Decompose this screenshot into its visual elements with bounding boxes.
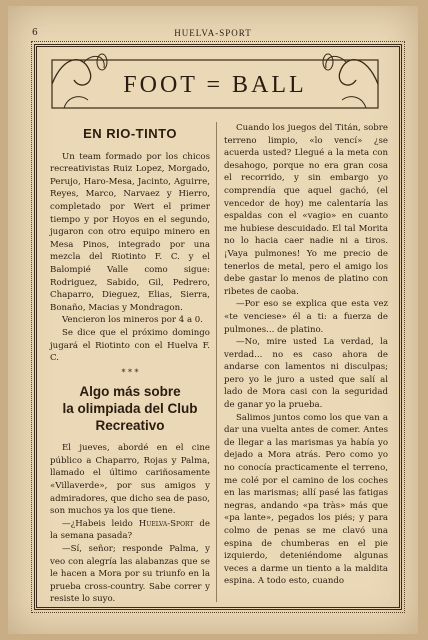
paragraph: —Sí, señor; responde Palma, y veo con alegría las alabanzas que se le hacen a Mora por su triunfo en la prueba cross-country. Sabe correr y resiste lo suyo.: [50, 544, 210, 605]
text-run: de la semana pasada?: [50, 518, 210, 542]
right-column: [224, 122, 388, 588]
section-banner: [44, 50, 386, 116]
heading-line: la olimpiada del Club Recreativo: [62, 401, 198, 434]
paragraph: Salimos juntos como los que van a dar una vuelta antes de comer. Antes de llegar a las marismas ya había yo dejado a Mora atrás. Pero como yo no conocía practicamente el terreno, me colé por el camino de los coches en las marismas; allí pasé las fatigas negras, andando «pa tràs» más que «pa lante», pegados los piés; y para colmo de penas se me clavó una espina de chumberas en el pie izquierdo, deteniéndome algunas veces a darme un tiento a la maldita espina. A todo esto, cuando: [224, 412, 388, 587]
paragraph: —No, mire usted La verdad, la verdad... no es caso ahora de andarse con lamentos ni disculpas; pero yo le juro a usted que salí al lado de Mora casi con la seguridad de ganar yo la prueba.: [224, 337, 388, 411]
column-divider: [216, 122, 217, 602]
section-separator: * * *: [121, 367, 139, 377]
paragraph: Vencieron los mineros por 4 a 0.: [62, 315, 204, 326]
paragraph: [50, 518, 210, 543]
magazine-name-inline: Huelva-Sport: [138, 518, 194, 529]
left-column: [50, 124, 210, 606]
text-run: —¿Habeis leido: [62, 518, 139, 529]
paragraph: Cuando los juegos del Titán, sobre terreno limpio, «lo vencí» ¿se acuerda usted? Llegué a la meta con desahogo, porque no era gran cosa el recorrido, y sin embargo yo comprendía que aquel gachó, (el vencedor de hoy) me calentaría las espaldas con el «vagio» en cuanto me hubiese descuidado. El tal Morita no lo hacia caer nadie ni a tiros. ¡Vaya pulmones! Yo me precio de tenerlos de metal, pero el amigo los debe gastar lo menos de platino con ribetes de caoba.: [224, 123, 388, 297]
paragraph: Un team formado por los chicos recreativistas Ruiz Lopez, Morgado, Perujo, Haro-Mesa, Jacinto, Aguirre, Reyes, Marco, Narvaez y Hierro, completado por Wert el primer tiempo y por Hoyos en el segundo, jugaron con otro equipo minero en Mesa Pinos, integrado por una mezcla del Riotinto F. C. y el Balompié Valle como sigue: Rodriguez, Sabido, Gil, Pedrero, Chaparro, Dieguez, Elias, Sierra, Bonaño, Macias y Mondragon.: [50, 151, 210, 313]
paragraph: El jueves, abordé en el cine público a Chaparro, Rojas y Palma, llamado el último cariñosamente «Villaverde», por sus amigos y admiradores, que dicho sea de paso, son muchos ya los que tiene.: [50, 443, 210, 517]
paragraph: —Por eso se explica que esta vez «te venciese» él a ti: a fuerza de pulmones... de platino.: [224, 299, 388, 335]
article-heading-riotinto: EN RIO-TINTO: [83, 126, 177, 141]
magazine-title: HUELVA-SPORT: [174, 28, 252, 38]
heading-line: Algo más sobre: [79, 384, 181, 400]
running-head: [28, 28, 398, 42]
paragraph: Se dice que el próximo domingo jugará el Riotinto con el Huelva F. C.: [50, 327, 210, 364]
banner-title: FOOT = BALL: [123, 72, 307, 98]
page-number: 6: [32, 28, 38, 38]
article-heading-olimpiada: [50, 383, 210, 434]
